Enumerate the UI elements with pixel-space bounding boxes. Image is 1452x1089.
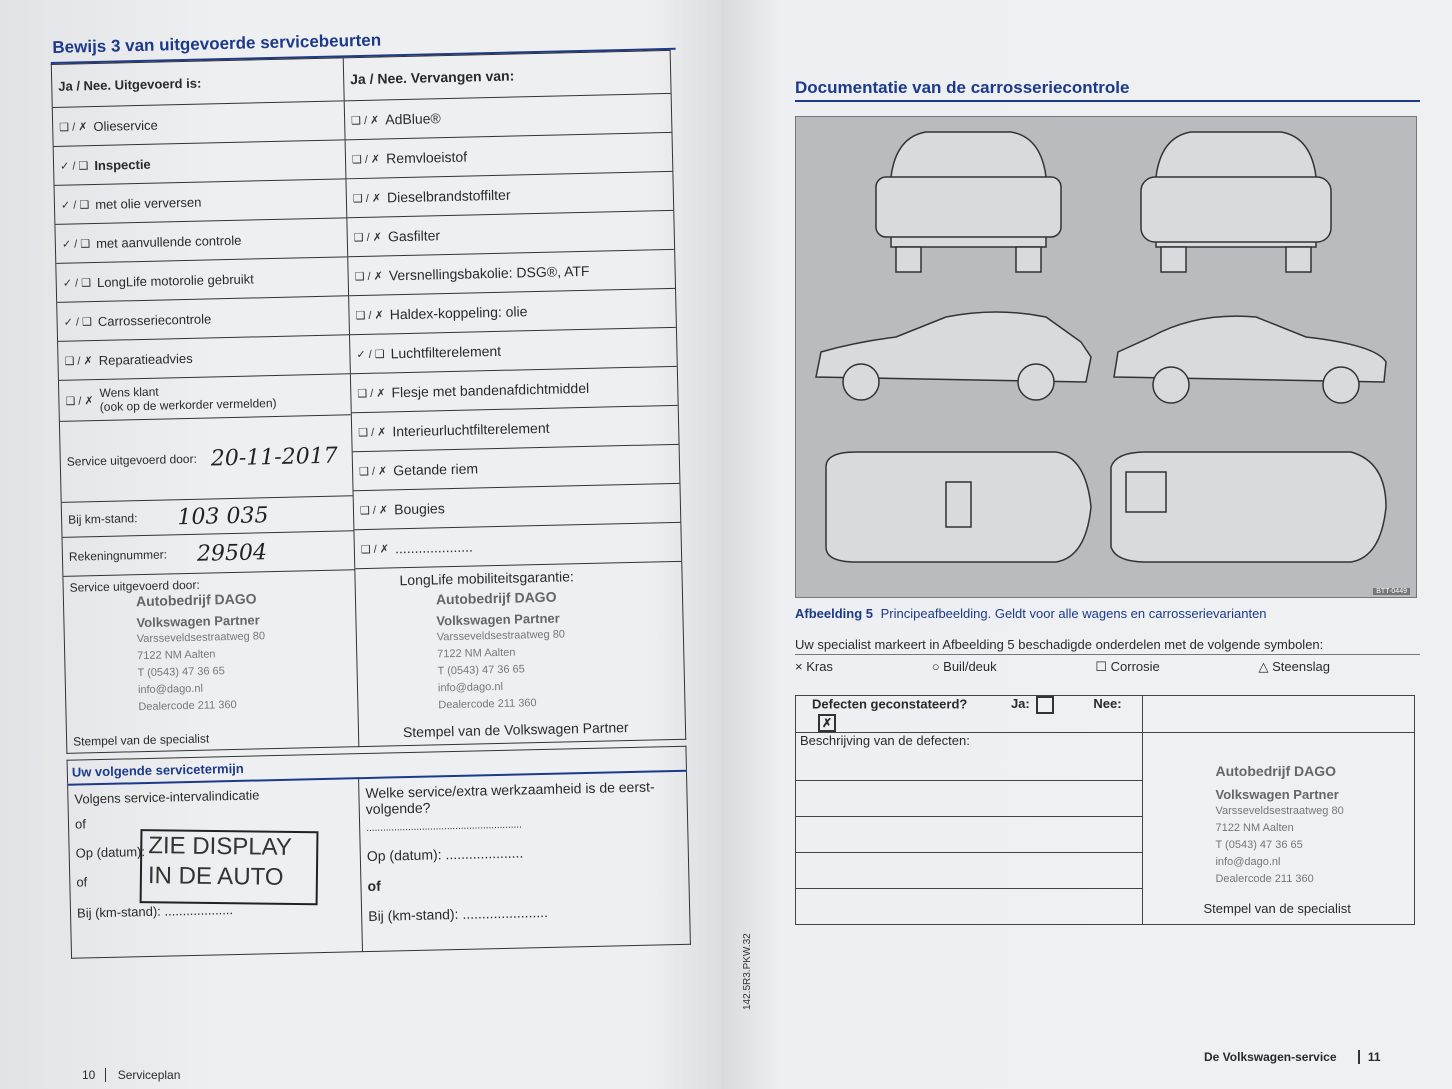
dealer-stamp-2	[436, 586, 685, 715]
item-label: Getande riem	[393, 460, 479, 479]
item-label: Haldex-koppeling: olie	[389, 303, 528, 323]
stamp-street: Varsseveldsestraatweg 80	[1215, 805, 1344, 817]
next-left-cell	[68, 778, 363, 958]
checkbox-pair[interactable]: ❑ / ✗	[357, 386, 386, 400]
display-stamp	[140, 829, 319, 905]
checkbox-pair[interactable]: ❑ / ✗	[65, 394, 94, 408]
left-title: Bewijs 3 van uitgevoerde servicebeurten	[52, 30, 382, 57]
wens-label: Wens klant	[99, 384, 159, 400]
right-title: Documentatie van de carrosseriecontrole	[795, 78, 1130, 97]
desc-label: Beschrijving van de defecten:	[800, 733, 970, 748]
car-rear-wheel-left	[896, 247, 921, 272]
car-bottom-component	[1126, 472, 1166, 512]
item-label: AdBlue®	[385, 110, 441, 128]
figure-caption	[795, 606, 1420, 621]
stamp-email: info@dago.nl	[437, 680, 504, 695]
checkbox-pair[interactable]: ❑ / ✗	[358, 425, 387, 439]
stamp-city: 7122 NM Aalten	[1215, 822, 1294, 834]
desc-line[interactable]	[796, 817, 1143, 853]
performed-row	[55, 179, 347, 225]
defects-empty-cell	[1143, 696, 1415, 733]
checkbox-pair[interactable]: ❑ / ✗	[64, 354, 93, 368]
left-footer	[82, 1068, 180, 1082]
bij-km-2: Bij (km-stand): ......................	[368, 903, 549, 925]
stamp-partner: Volkswagen Partner	[136, 612, 260, 631]
checkbox-pair[interactable]: ❑ / ✗	[351, 153, 381, 166]
ja-label: Ja:	[1010, 696, 1030, 712]
performed-row	[54, 140, 346, 186]
stamp-dealer: Dealercode 211 360	[138, 698, 237, 714]
caption-text: Principeafbeelding. Geldt voor alle wagens en carrosserievarianten	[880, 606, 1267, 621]
item-label: Luchtfilterelement	[390, 342, 502, 362]
km-label: Bij km-stand:	[67, 511, 138, 527]
legend-buil: ○ Buil/deuk	[931, 659, 997, 674]
car-rear-body	[876, 177, 1061, 237]
performed-row	[56, 257, 348, 303]
nee-label: Nee:	[1093, 696, 1122, 712]
right-stamp-label: Stempel van de specialist	[1203, 901, 1351, 916]
car-rear-wheel-right	[1016, 247, 1041, 272]
instruction: Uw specialist markeert in Afbeelding 5 beschadigde onderdelen met de volgende symbolen:	[795, 637, 1420, 655]
stamp-partner: Volkswagen Partner	[436, 610, 560, 629]
km-value: 103 035	[177, 502, 269, 530]
car-front-wheel-right	[1286, 247, 1311, 272]
stamp-dealer: Dealercode 211 360	[438, 697, 537, 712]
service-date-row	[60, 415, 353, 503]
item-label: Gasfilter	[387, 227, 441, 245]
stamp-phone: T (0543) 47 36 65	[437, 663, 525, 678]
checkbox-pair[interactable]: ❑ / ✗	[359, 503, 389, 517]
checkbox-pair[interactable]: ✓ / ❑	[61, 237, 91, 251]
service-table	[51, 50, 686, 754]
car-side-left-wheel-front	[843, 364, 879, 400]
right-footer	[1204, 1050, 1381, 1064]
stamp-vw-label: Stempel van de Volkswagen Partner	[402, 719, 629, 741]
checkbox-pair[interactable]: ❑ / ✗	[358, 464, 388, 478]
dealer-stamp	[136, 588, 352, 716]
desc-line[interactable]	[796, 781, 1143, 817]
stamp-phone: T (0543) 47 36 65	[1215, 839, 1303, 851]
right-title-bar	[795, 78, 1420, 102]
performed-row	[58, 335, 350, 381]
item-label: Bougies	[393, 500, 445, 518]
car-side-right-wheel-front	[1323, 367, 1359, 403]
checkbox-pair[interactable]: ✓ / ❑	[356, 347, 385, 361]
checkbox-pair[interactable]: ❑ / ✗	[353, 231, 383, 244]
legend-steenslag: △ Steenslag	[1258, 659, 1330, 674]
item-label: LongLife motorolie gebruikt	[96, 270, 254, 290]
figure-code: BTT-0449	[1373, 588, 1410, 595]
stamp-dealer: Dealercode 211 360	[1215, 873, 1314, 885]
side-code: 142.5R3.PKW.32	[742, 933, 753, 1010]
defects-label: Defecten geconstateerd?	[812, 696, 968, 712]
performed-row	[57, 296, 349, 342]
right-footer-text: De Volkswagen-service	[1204, 1050, 1337, 1064]
stamp-name: Autobedrijf DAGO	[135, 590, 257, 610]
checkbox-pair[interactable]: ✓ / ❑	[63, 315, 93, 329]
item-label: Remvloeistof	[386, 148, 468, 167]
item-label: Olieservice	[93, 117, 158, 134]
stamp-phone: T (0543) 47 36 65	[137, 665, 225, 680]
service-by-label-2: Service uitgevoerd door:	[69, 577, 200, 595]
left-page	[0, 0, 722, 1089]
checkbox-pair[interactable]: ❑ / ✗	[360, 542, 390, 556]
bij-km-label: Bij (km-stand): ...................	[76, 902, 234, 921]
right-page-number: 11	[1358, 1050, 1381, 1064]
stamp-city: 7122 NM Aalten	[137, 648, 216, 663]
performed-column	[51, 58, 358, 753]
op-datum-2: Op (datum): ....................	[366, 844, 524, 865]
invoice-value: 29504	[196, 539, 268, 567]
invoice-row	[63, 531, 355, 577]
stamp-label: Stempel van de specialist	[72, 731, 210, 749]
item-label: Interieurluchtfilterelement	[392, 419, 550, 440]
checkbox-pair[interactable]: ✓ / ❑	[59, 159, 89, 173]
left-footer-text: Serviceplan	[105, 1068, 181, 1082]
stamp-text-2: IN DE AUTO	[147, 862, 284, 891]
car-diagram	[795, 116, 1417, 598]
item-label: Reparatieadvies	[98, 350, 193, 368]
right-stamp-cell	[1143, 733, 1415, 925]
next-interval: Volgens service-intervalindicatie	[74, 787, 260, 807]
longlife-label: LongLife mobiliteitsgarantie:	[399, 568, 574, 589]
of-label-3: of	[367, 877, 381, 895]
right-content	[795, 78, 1420, 925]
service-date: 20-11-2017	[210, 443, 338, 471]
legend-corrosie: ☐ Corrosie	[1095, 659, 1160, 674]
nee-checkbox[interactable]: ✗	[818, 714, 836, 732]
performed-row	[59, 374, 351, 422]
caption-bold: Afbeelding 5	[795, 606, 874, 621]
item-label: met olie verversen	[95, 194, 202, 212]
item-label: Flesje met bandenafdichtmiddel	[391, 379, 590, 401]
item-label: ....................	[394, 538, 473, 557]
of-label: of	[74, 816, 87, 832]
stamp-street: Varsseveldsestraatweg 80	[436, 628, 566, 644]
longlife-cell	[355, 562, 685, 745]
checkbox-pair[interactable]: ✓ / ❑	[60, 198, 90, 212]
invoice-label: Rekeningnummer:	[68, 547, 168, 564]
left-content	[50, 16, 696, 959]
car-side-right-wheel-rear	[1153, 367, 1189, 403]
op-datum-label: Op (datum):	[75, 844, 146, 861]
col1-header: Ja / Nee. Uitgevoerd is:	[52, 58, 344, 108]
wens-sublabel: (ook op de werkorder vermelden)	[99, 395, 277, 414]
of-label-2: of	[76, 874, 88, 890]
stamp-text-1: ZIE DISPLAY	[148, 832, 293, 861]
service-by-label: Service uitgevoerd door:	[66, 451, 198, 469]
legend	[795, 659, 1420, 675]
desc-cell	[796, 733, 1143, 781]
left-page-number: 10	[82, 1068, 96, 1082]
item-label: met aanvullende controle	[95, 232, 242, 251]
checkbox-pair[interactable]: ❑ / ✗	[354, 270, 383, 283]
checkbox-pair[interactable]: ❑ / ✗	[352, 192, 382, 205]
checkbox-pair[interactable]: ❑ / ✗	[355, 309, 384, 322]
item-label: Carrosseriecontrole	[97, 310, 212, 329]
next-question: Welke service/extra werkzaamheid is de eerst-volgende?	[365, 778, 655, 818]
stamp-city: 7122 NM Aalten	[437, 646, 516, 661]
stamp-cell	[63, 570, 358, 753]
stamp-email: info@dago.nl	[1215, 856, 1281, 868]
car-front-body	[1141, 177, 1331, 242]
performed-row	[53, 101, 345, 147]
stamp-email: info@dago.nl	[137, 682, 204, 697]
next-title: Uw volgende servicetermijn	[71, 760, 244, 780]
stamp-street: Varsseveldsestraatweg 80	[136, 630, 266, 646]
performed-row	[55, 218, 347, 264]
checkbox-pair[interactable]: ❑ / ✗	[59, 120, 88, 134]
item-label: Dieselbrandstoffilter	[386, 186, 511, 206]
checkbox-pair[interactable]: ❑ / ✗	[350, 114, 380, 127]
dealer-stamp-3	[1215, 763, 1414, 888]
car-outlines-svg	[796, 117, 1416, 597]
defects-table	[795, 695, 1415, 925]
next-right-cell	[359, 771, 691, 952]
stamp-name: Autobedrijf DAGO	[435, 588, 557, 608]
dots-line: ........................................................	[366, 819, 522, 835]
desc-line[interactable]	[796, 889, 1143, 925]
item-label	[99, 382, 276, 414]
car-front-wheel-left	[1161, 247, 1186, 272]
col2-header: Ja / Nee. Vervangen van:	[344, 51, 671, 101]
legend-kras: × Kras	[795, 659, 833, 674]
car-top-roof	[946, 482, 971, 527]
item-label: Versnellingsbakolie: DSG®, ATF	[388, 262, 590, 284]
desc-line[interactable]	[796, 853, 1143, 889]
checkbox-pair[interactable]: ✓ / ❑	[62, 276, 92, 290]
defects-question-cell	[796, 696, 1143, 733]
stamp-partner: Volkswagen Partner	[1215, 787, 1339, 802]
car-side-left-wheel-rear	[1018, 364, 1054, 400]
ja-checkbox[interactable]	[1036, 696, 1054, 714]
item-label: Inspectie	[94, 156, 151, 173]
stamp-name: Autobedrijf DAGO	[1215, 763, 1337, 779]
next-service-table	[67, 746, 691, 959]
replaced-column	[343, 50, 686, 746]
